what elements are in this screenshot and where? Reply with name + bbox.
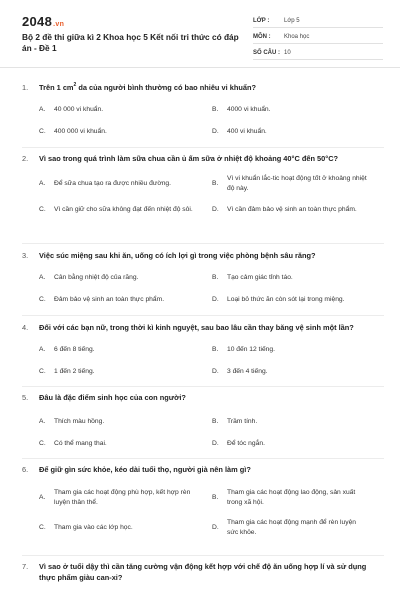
- meta-info: [253, 14, 383, 62]
- option-letter: D.: [212, 296, 219, 303]
- option-letter: C.: [39, 206, 46, 213]
- option-text: Trầm tính.: [227, 418, 258, 425]
- option-letter: C.: [39, 440, 46, 447]
- option-a[interactable]: [22, 173, 195, 195]
- option-text: Tham gia các hoạt động mạnh để rèn luyện sức khỏe.: [227, 519, 357, 536]
- question-header: [22, 464, 384, 475]
- question-header: [22, 322, 384, 333]
- option-c[interactable]: [22, 289, 195, 311]
- option-letter: B.: [212, 418, 219, 425]
- option-text: 4000 vi khuẩn.: [227, 106, 271, 113]
- question-divider: [22, 555, 384, 556]
- option-text: 10 đến 12 tiếng.: [227, 346, 275, 353]
- option-text: 40 000 vi khuẩn.: [54, 106, 104, 113]
- question-text-part: Trên 1 cm: [39, 83, 74, 92]
- question-number: 2.: [22, 154, 29, 163]
- option-letter: A.: [39, 106, 46, 113]
- option-letter: B.: [212, 180, 219, 187]
- option-text: Để sữa chua tạo ra được nhiều đường.: [54, 180, 172, 187]
- superscript: 2: [73, 82, 77, 88]
- option-b[interactable]: [195, 483, 368, 513]
- option-letter: D.: [212, 440, 219, 447]
- question-7: [22, 561, 384, 583]
- question-text: Vì sao ở tuổi dậy thì cần tăng cường vận động kết hợp với chế độ ăn uống hợp lí và sử dụng thực phẩm giàu can-xi?: [39, 562, 367, 582]
- options: [22, 483, 384, 543]
- option-text: Thích màu hồng.: [54, 418, 105, 425]
- option-c[interactable]: [22, 121, 195, 143]
- option-c[interactable]: [22, 433, 195, 455]
- question-text: [39, 82, 384, 93]
- option-letter: A.: [39, 274, 46, 281]
- option-letter: C.: [39, 524, 46, 531]
- question-divider: [22, 458, 384, 459]
- option-d[interactable]: [195, 195, 368, 225]
- option-letter: D.: [212, 206, 219, 213]
- option-c[interactable]: [22, 361, 195, 383]
- option-a[interactable]: [22, 411, 195, 433]
- page-header: [0, 0, 400, 68]
- option-d[interactable]: [195, 513, 368, 543]
- option-text: Tham gia các hoạt động phù hợp, kết hợp rèn luyện thân thể.: [54, 489, 191, 506]
- meta-value: Lớp 5: [284, 17, 300, 24]
- option-text: Tham gia vào các lớp học.: [54, 524, 133, 531]
- question-4: [22, 322, 384, 383]
- option-text: Tham gia các hoạt động lao động, sản xuất trong xã hội.: [227, 489, 356, 506]
- meta-subject-row: [253, 30, 383, 44]
- question-header: [22, 250, 384, 261]
- option-text: Có thể mang thai.: [54, 440, 107, 447]
- question-divider: [22, 243, 384, 244]
- option-text: 6 đến 8 tiếng.: [54, 346, 95, 353]
- meta-label: MÔN :: [253, 33, 271, 40]
- question-2: [22, 153, 384, 225]
- question-number: 6.: [22, 465, 29, 474]
- question-divider: [22, 315, 384, 316]
- question-5: [22, 392, 384, 455]
- option-letter: D.: [212, 524, 219, 531]
- option-text: 1 đến 2 tiếng.: [54, 368, 95, 375]
- option-letter: C.: [39, 128, 46, 135]
- logo-text: 2048: [22, 14, 53, 29]
- options: [22, 173, 384, 225]
- page-title: Bộ 2 đề thi giữa kì 2 Khoa học 5 Kết nối tri thức có đáp án - Đề 1: [22, 32, 239, 53]
- option-letter: A.: [39, 346, 46, 353]
- option-text: Vì cần đảm bảo vệ sinh an toàn thực phẩm.: [227, 206, 357, 213]
- option-letter: D.: [212, 128, 219, 135]
- question-text: Vì sao trong quá trình làm sữa chua cần ủ ấm sữa ở nhiệt độ khoảng 40°C đến 50°C?: [39, 154, 339, 163]
- option-text: 3 đến 4 tiếng.: [227, 368, 268, 375]
- question-divider: [22, 386, 384, 387]
- question-text: Đâu là đặc điểm sinh học của con người?: [39, 393, 186, 402]
- option-text: Loại bỏ thức ăn còn sót lại trong miệng.: [227, 296, 345, 303]
- question-header: [22, 561, 384, 583]
- option-b[interactable]: [195, 267, 368, 289]
- logo-suffix: .vn: [53, 21, 65, 28]
- option-text: Cân bằng nhiệt độ của răng.: [54, 274, 139, 281]
- option-text: 400 000 vi khuẩn.: [54, 128, 107, 135]
- question-number: 1.: [22, 83, 29, 92]
- option-letter: B.: [212, 494, 219, 501]
- site-logo[interactable]: [22, 14, 64, 29]
- meta-class-row: [253, 14, 383, 28]
- option-text: Đảm bảo vệ sinh an toàn thực phẩm.: [54, 296, 165, 303]
- options: [22, 99, 384, 143]
- option-letter: B.: [212, 346, 219, 353]
- question-number: 3.: [22, 251, 29, 260]
- question-text: Việc súc miệng sau khi ăn, uống có ích lợi gì trong việc phòng bệnh sâu răng?: [39, 251, 316, 260]
- question-3: [22, 250, 384, 311]
- option-d[interactable]: [195, 289, 368, 311]
- options: [22, 267, 384, 311]
- question-number: 7.: [22, 562, 29, 571]
- option-letter: D.: [212, 368, 219, 375]
- question-number: 5.: [22, 393, 29, 402]
- option-c[interactable]: [22, 513, 195, 543]
- option-text: Để tóc ngắn.: [227, 440, 265, 447]
- option-b[interactable]: [195, 173, 368, 195]
- option-b[interactable]: [195, 411, 368, 433]
- option-text: Vì cần giữ cho sữa không đạt đến nhiệt độ sôi.: [54, 206, 193, 213]
- option-d[interactable]: [195, 361, 368, 383]
- question-divider: [22, 147, 384, 148]
- question-text: Để giữ gìn sức khỏe, kéo dài tuổi thọ, người già nên làm gì?: [39, 465, 251, 474]
- option-c[interactable]: [22, 195, 195, 225]
- meta-count-row: [253, 46, 383, 60]
- option-d[interactable]: [195, 121, 368, 143]
- meta-value: 10: [284, 49, 291, 56]
- option-letter: B.: [212, 106, 219, 113]
- question-number: 4.: [22, 323, 29, 332]
- question-text: Đối với các bạn nữ, trong thời kì kinh nguyệt, sau bao lâu cần thay băng vệ sinh một lần?: [39, 323, 354, 332]
- option-letter: A.: [39, 418, 46, 425]
- options: [22, 411, 384, 455]
- option-b[interactable]: [195, 339, 368, 361]
- meta-label: LỚP :: [253, 17, 270, 24]
- options: [22, 339, 384, 383]
- question-header: [22, 392, 384, 403]
- meta-value: Khoa học: [284, 33, 310, 40]
- option-d[interactable]: [195, 433, 368, 455]
- option-a[interactable]: [22, 99, 195, 121]
- question-text-part: da của người bình thường có bao nhiêu vi khuẩn?: [76, 83, 256, 92]
- option-a[interactable]: [22, 483, 195, 513]
- meta-label: SỐ CÂU :: [253, 49, 280, 56]
- question-header: [22, 82, 384, 93]
- option-text: Tạo cảm giác tỉnh táo.: [227, 274, 293, 281]
- option-a[interactable]: [22, 267, 195, 289]
- option-text: 400 vi khuẩn.: [227, 128, 267, 135]
- option-b[interactable]: [195, 99, 368, 121]
- question-1: [22, 82, 384, 143]
- question-6: [22, 464, 384, 543]
- option-text: Vì vi khuẩn lắc-tic hoạt động tốt ở khoảng nhiệt độ này.: [227, 175, 367, 192]
- option-letter: C.: [39, 368, 46, 375]
- option-letter: A.: [39, 180, 46, 187]
- option-letter: A.: [39, 494, 46, 501]
- option-letter: B.: [212, 274, 219, 281]
- option-a[interactable]: [22, 339, 195, 361]
- question-header: [22, 153, 384, 164]
- option-letter: C.: [39, 296, 46, 303]
